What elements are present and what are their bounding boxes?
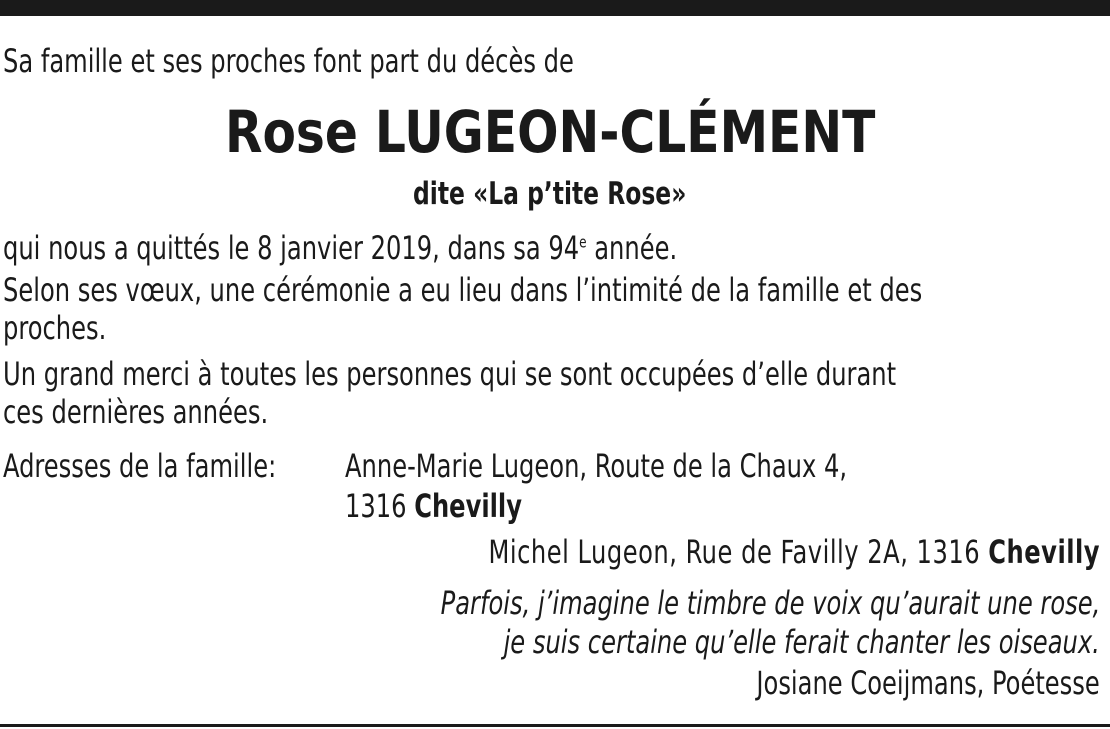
address-1-line-2 [345, 487, 522, 525]
address-1-line-1: Anne-Marie Lugeon, Route de la Chaux 4, [345, 447, 848, 485]
passing-text-before: qui nous a quittés le 8 janvier 2019, dans sa 94 [3, 229, 580, 267]
thanks-line-1: Un grand merci à toutes les personnes qui se sont occupées d’elle durant [3, 355, 897, 393]
address-1-city: Chevilly [414, 487, 522, 525]
addresses-label: Adresses de la famille: [3, 447, 277, 485]
passing-line [3, 229, 677, 267]
address-2-city: Chevilly [988, 533, 1100, 571]
intro-text: Sa famille et ses proches font part du décès de [3, 42, 574, 80]
ceremony-line-2: proches. [3, 309, 107, 347]
passing-superscript: e [579, 232, 587, 252]
ceremony-line-1: Selon ses vœux, une cérémonie a eu lieu dans l’intimité de la famille et des [3, 271, 923, 309]
address-2 [488, 533, 1100, 571]
passing-text-after: année. [586, 229, 678, 267]
address-1-postcode: 1316 [345, 487, 415, 525]
address-2-text: Michel Lugeon, Rue de Favilly 2A, 1316 [488, 533, 989, 571]
thanks-line-2: ces dernières années. [3, 393, 269, 431]
deceased-nickname: dite «La p’tite Rose» [413, 176, 687, 212]
quote-author: Josiane Coeijmans, Poétesse [756, 664, 1100, 702]
bottom-border-rule [0, 724, 1110, 727]
deceased-name: Rose LUGEON-CLÉMENT [224, 98, 876, 166]
top-border-bar [0, 0, 1110, 16]
quote-line-2: je suis certaine qu’elle ferait chanter les oiseaux. [503, 623, 1100, 661]
quote-line-1: Parfois, j’imagine le timbre de voix qu’aurait une rose, [440, 584, 1100, 622]
